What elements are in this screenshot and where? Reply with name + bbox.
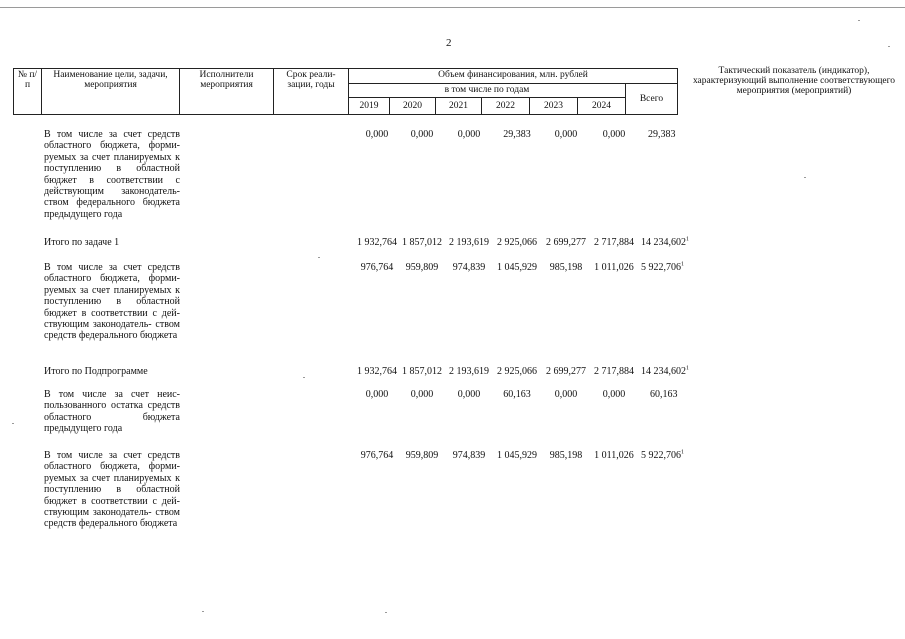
value-2024: 2 717,884 — [594, 366, 634, 377]
header-executors: Исполнители мероприятия — [180, 69, 274, 115]
header-term: Срок реали- зации, годы — [274, 69, 349, 115]
value-2024: 0,000 — [602, 129, 626, 140]
footnote-mark: 1 — [686, 236, 689, 243]
value-2021: 974,839 — [452, 262, 486, 273]
value-2024: 2 717,884 — [594, 237, 634, 248]
scan-speck — [202, 611, 204, 612]
value-2020: 1 857,012 — [402, 237, 442, 248]
value-2020: 0,000 — [410, 389, 434, 400]
header-num: № п/п — [14, 69, 42, 115]
header-year: 2019 — [349, 98, 390, 115]
page-number: 2 — [446, 37, 452, 49]
value-2023: 0,000 — [554, 389, 578, 400]
value-2023: 2 699,277 — [546, 366, 586, 377]
value-total — [641, 366, 701, 377]
value-2023: 985,198 — [549, 262, 583, 273]
value-2021: 0,000 — [457, 389, 481, 400]
value-2023: 0,000 — [554, 129, 578, 140]
header-year: 2022 — [482, 98, 530, 115]
header-year: 2024 — [578, 98, 626, 115]
header-year: 2023 — [530, 98, 578, 115]
header-indicator: Тактический показатель (индикатор), характеризующий выполнение соответствующего мероприятия (мероприятий) — [692, 66, 896, 96]
row-description: Итого по задаче 1 — [44, 237, 120, 248]
value-2022: 2 925,066 — [497, 366, 537, 377]
total-value: 5 922,706 — [641, 450, 681, 461]
value-2023: 985,198 — [549, 450, 583, 461]
value-2019: 976,764 — [360, 262, 394, 273]
value-2021: 974,839 — [452, 450, 486, 461]
scan-speck — [303, 377, 305, 378]
value-2024: 1 011,026 — [594, 262, 634, 273]
table-header — [13, 68, 678, 115]
value-2024: 0,000 — [602, 389, 626, 400]
value-2019: 976,764 — [360, 450, 394, 461]
value-2022: 2 925,066 — [497, 237, 537, 248]
value-total — [641, 237, 701, 248]
total-value: 14 234,602 — [641, 237, 686, 248]
value-2022: 1 045,929 — [497, 450, 537, 461]
value-2020: 959,809 — [405, 450, 439, 461]
scan-speck — [12, 423, 14, 424]
header-name: Наименование цели, задачи, мероприятия — [42, 69, 180, 115]
scan-speck — [804, 177, 806, 178]
scan-speck — [385, 612, 387, 613]
value-2019: 0,000 — [365, 129, 389, 140]
row-description: В том числе за счет средств областного бюджета, форми- руемых за счет планируемых к поступлению в областной бюджет в соответствии с дей- ствующим законодатель- ством средств федерального бюджета — [44, 262, 180, 342]
value-total — [648, 129, 708, 140]
row-description: В том числе за счет неис- пользованного остатка средств областного бюджета предыдущего года — [44, 389, 180, 435]
header-by-years: в том числе по годам — [349, 84, 626, 98]
value-2019: 0,000 — [365, 389, 389, 400]
scan-speck — [888, 46, 890, 47]
value-2020: 1 857,012 — [402, 366, 442, 377]
value-2019: 1 932,764 — [357, 366, 397, 377]
total-value: 60,163 — [650, 389, 678, 400]
top-rule — [0, 7, 905, 8]
row-description: Итого по Подпрограмме — [44, 366, 148, 377]
value-2023: 2 699,277 — [546, 237, 586, 248]
total-value: 5 922,706 — [641, 262, 681, 273]
header-year: 2020 — [390, 98, 436, 115]
header-funding: Объем финансирования, млн. рублей — [349, 69, 678, 84]
value-2022: 1 045,929 — [497, 262, 537, 273]
footnote-mark: 1 — [686, 365, 689, 372]
total-value: 14 234,602 — [641, 366, 686, 377]
row-description: В том числе за счет средств областного бюджета, форми- руемых за счет планируемых к поступлению в областной бюджет в соответствии с дей- ствующим законодатель- ством средств федерального бюджета — [44, 450, 180, 530]
value-2019: 1 932,764 — [357, 237, 397, 248]
scan-speck — [318, 257, 320, 258]
value-total — [650, 389, 710, 400]
value-2021: 2 193,619 — [449, 237, 489, 248]
scan-speck — [858, 20, 860, 21]
value-2020: 959,809 — [405, 262, 439, 273]
header-total: Всего — [626, 84, 678, 115]
footnote-mark: 1 — [681, 261, 684, 268]
value-total — [641, 450, 701, 461]
footnote-mark: 1 — [681, 449, 684, 456]
value-2021: 2 193,619 — [449, 366, 489, 377]
value-total — [641, 262, 701, 273]
value-2022: 29,383 — [503, 129, 531, 140]
value-2021: 0,000 — [457, 129, 481, 140]
row-description: В том числе за счет средств областного бюджета, форми- руемых за счет планируемых к поступлению в областной бюджет в соответствии с действующим законодатель- ством федерального бюджета предыдущего года — [44, 129, 180, 220]
total-value: 29,383 — [648, 129, 676, 140]
value-2024: 1 011,026 — [594, 450, 634, 461]
value-2022: 60,163 — [503, 389, 531, 400]
header-year: 2021 — [436, 98, 482, 115]
value-2020: 0,000 — [410, 129, 434, 140]
